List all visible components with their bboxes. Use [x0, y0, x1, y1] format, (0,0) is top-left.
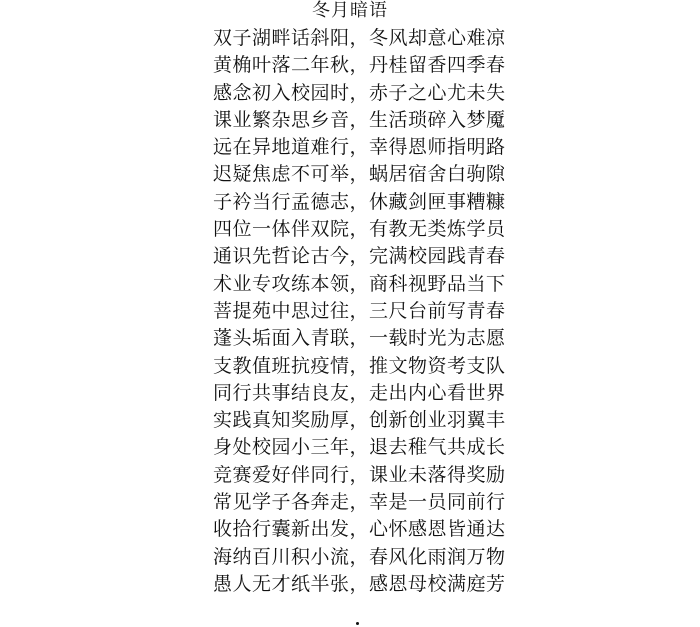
poem-line: 实践真知奖励厚，创新创业羽翼丰: [213, 409, 506, 432]
poem-line: 海纳百川积小流，春风化雨润万物: [213, 545, 506, 568]
poem-line: 迟疑焦虑不可举，蜗居宿舍白驹隙: [213, 163, 506, 186]
poem-line: 远在异地道难行，幸得恩师指明路: [213, 136, 506, 159]
poem-line: 术业专攻练本领，商科视野品当下: [213, 272, 506, 295]
poem-line: 双子湖畔话斜阳，冬风却意心难凉: [213, 27, 506, 49]
poem-line: 支教值班抗疫情，推文物资考支队: [213, 354, 506, 377]
poem-line: 常见学子各奔走，幸是一员同前行: [213, 491, 506, 514]
poem-line: 身处校园小三年，退去稚气共成长: [213, 436, 506, 459]
poem-line: 竞赛爱好伴同行，课业未落得奖励: [213, 463, 506, 486]
page-mark: [356, 622, 359, 625]
poem-line: 蓬头垢面入青联，一载时光为志愿: [213, 327, 506, 350]
poem-line: 菩提苑中思过往，三尺台前写青春: [213, 299, 506, 322]
poem-title: 冬月暗语: [312, 0, 388, 21]
poem-line: 子衿当行孟德志，休藏剑匣事糟糠: [213, 190, 506, 213]
poem-body: [213, 25, 513, 598]
poem-line: 收拾行囊新出发，心怀感恩皆通达: [213, 518, 506, 541]
poem-line: 通识先哲论古今，完满校园践青春: [213, 245, 506, 268]
poem-line: 感念初入校园时，赤子之心尤未失: [213, 81, 506, 104]
poem-line: 同行共事结良友，走出内心看世界: [213, 381, 506, 404]
poem-line: 愚人无才纸半张，感恩母校满庭芳: [213, 572, 506, 595]
poem-line: 四位一体伴双院，有教无类炼学员: [213, 218, 506, 241]
poem-line: 课业繁杂思乡音，生活琐碎入梦魇: [213, 108, 506, 131]
poem-line: 黄桷叶落二年秋，丹桂留香四季春: [213, 54, 506, 77]
